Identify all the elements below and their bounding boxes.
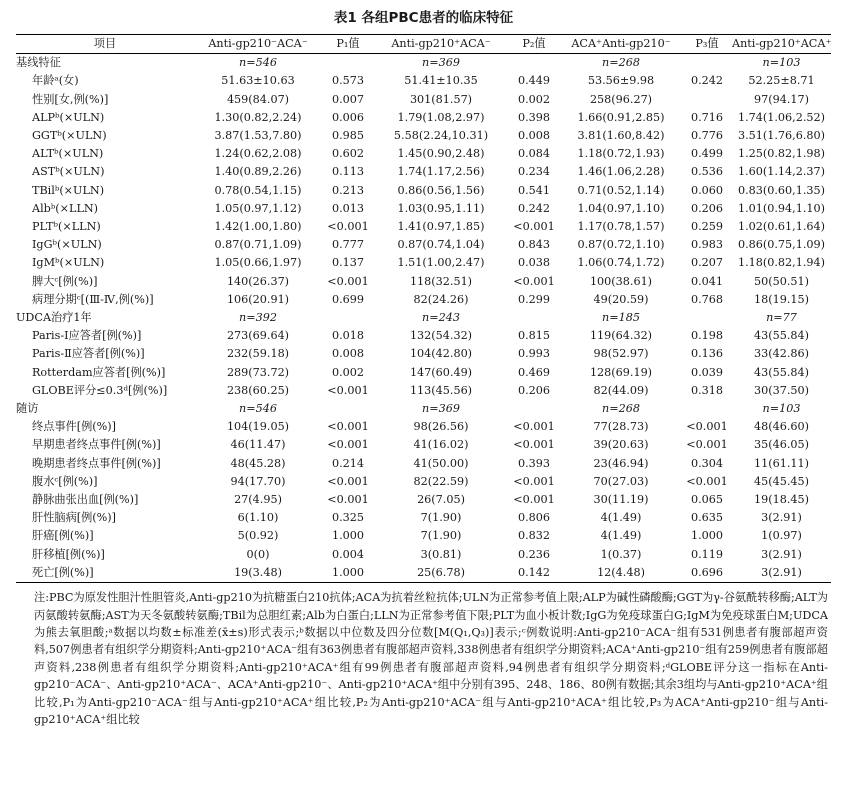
row-label: 病理分期ᶜ[(Ⅲ-Ⅳ,例(%)] (32, 292, 154, 306)
p-value-cell: 0.136 (690, 347, 724, 361)
table-row (16, 436, 831, 454)
value-cell: 77(28.73) (593, 420, 649, 434)
value-cell: 1.46(1.06,2.28) (577, 165, 665, 179)
value-cell: 82(22.59) (413, 474, 469, 488)
p-value-cell: 0.206 (517, 383, 551, 397)
value-cell: 52.25±8.71 (748, 74, 815, 88)
p-value-cell: 0.198 (690, 329, 724, 343)
empty-cell (322, 54, 374, 73)
value-cell: 140(26.37) (226, 274, 290, 288)
value-cell: 1(0.97) (761, 529, 802, 543)
value-cell: 100(38.61) (589, 274, 653, 288)
row-label: ALPᵇ(×ULN) (32, 110, 105, 124)
p-value-cell: 0.060 (690, 183, 724, 197)
value-cell: 82(44.09) (593, 383, 649, 397)
value-cell: 301(81.57) (409, 92, 473, 106)
value-cell: 3(2.91) (761, 547, 802, 561)
row-label: 性别[女,例(%)] (32, 92, 109, 106)
row-label: Paris-Ⅰ应答者[例(%)] (32, 329, 142, 343)
row-label: GGTᵇ(×ULN) (32, 129, 107, 143)
p-value-cell: <0.001 (513, 474, 555, 488)
value-cell: 7(1.90) (420, 529, 462, 543)
value-cell: 19(18.45) (754, 493, 809, 507)
table-row (16, 491, 831, 509)
value-cell: 50(50.51) (754, 274, 809, 288)
value-cell: 1.02(0.61,1.64) (737, 220, 825, 234)
table-row (16, 455, 831, 473)
table-row (16, 109, 831, 127)
table-row (16, 527, 831, 545)
value-cell: 43(55.84) (754, 329, 809, 343)
value-cell: 51.63±10.63 (221, 74, 295, 88)
value-cell: 30(11.19) (593, 493, 649, 507)
value-cell: 0.86(0.75,1.09) (737, 238, 825, 252)
value-cell: 132(54.32) (409, 329, 473, 343)
value-cell: 98(52.97) (593, 347, 649, 361)
p-value-cell: 0.002 (517, 92, 551, 106)
table-row (16, 291, 831, 309)
value-cell: 35(46.05) (754, 438, 809, 452)
value-cell: 43(55.84) (754, 365, 809, 379)
p-value-cell: 0.832 (517, 529, 551, 543)
p-value-cell: <0.001 (513, 420, 555, 434)
p-value-cell: 0.983 (690, 238, 724, 252)
p-value-cell: 0.696 (682, 564, 732, 583)
value-cell: 1.45(0.90,2.48) (397, 147, 485, 161)
p-value-cell: 0.242 (690, 74, 724, 88)
footnote-text: 注:PBC为原发性胆汁性胆管炎,Anti-gp210为抗糖蛋白210抗体;ACA为抗着丝粒抗体;ULN为正常参考值上限;ALP为碱性磷酸酶;GGT为γ-谷氨酰转移酶;ALT为丙氨酸转氨酶;AST为天冬氨酸转氨酶;TBil为总胆红素;Alb为白蛋白;LLN为正常参考值下限;PLT为血小板计数;IgG为免疫球蛋白G;IgM为免疫球蛋白M;UDCA为熊去氧胆酸;ᵃ数据以均数±标准差(x̄±s)形式表示;ᵇ数据以中位数及四分位数[M(Q₁,Q₃)]表示;ᶜ例数说明:Anti-gp210⁻ACA⁻组有531例患者有腹部超声资料,507例患者有组织学分期资料;Anti-gp210⁺ACA⁻组有363例患者有腹部超声资料,338例患者有组织学分期资料;ACA⁺Anti-gp210⁻组有259例患者有腹部超声资料,238例患者有组织学分期资料;Anti-gp210⁺ACA⁺组有99例患者有腹部超声资料,94例患者有组织学分期资料;ᵈGLOBE评分这一指标在Anti-gp210⁻ACA⁻、Anti-gp210⁺ACA⁻、ACA⁺Anti-gp210⁻、Anti-gp210⁺ACA⁺组中分别有395、248、186、80例有数据;其余3组均与Anti-gp210⁺ACA⁺组比较,P₁为Anti-gp210⁻ACA⁻组与Anti-gp210⁺ACA⁺组比较,P₂为Anti-gp210⁺ACA⁻组与Anti-gp210⁺ACA⁺组比较,P₃为ACA⁺Anti-gp210⁻组与Anti-gp210⁺ACA⁺组比较 (34, 591, 828, 726)
header-group-neg-neg: Anti-gp210⁻ACA⁻ (194, 35, 322, 54)
table-row (16, 345, 831, 363)
p-value-cell: 0.993 (517, 347, 551, 361)
p-value-cell: 0.469 (517, 365, 551, 379)
value-cell: 273(69.64) (226, 329, 290, 343)
p-value-cell: 0.573 (331, 74, 365, 88)
value-cell: 238(60.25) (226, 383, 290, 397)
p-value-cell: 0.602 (331, 147, 365, 161)
value-cell: 232(59.18) (226, 347, 290, 361)
value-cell: 48(46.60) (754, 420, 809, 434)
empty-cell (682, 400, 732, 418)
p-value-cell: 0.449 (517, 74, 551, 88)
p-value-cell: 0.113 (331, 165, 365, 179)
value-cell: 106(20.91) (226, 292, 290, 306)
p-value-cell: 0.236 (517, 547, 551, 561)
value-cell: 1.06(0.74,1.72) (577, 256, 665, 270)
p-value-cell: 0.214 (331, 456, 365, 470)
value-cell: 289(73.72) (226, 365, 290, 379)
value-cell: 0.71(0.52,1.14) (577, 183, 665, 197)
section-label: UDCA治疗1年 (16, 311, 92, 325)
row-label: Albᵇ(×LLN) (32, 201, 99, 215)
value-cell: 41(50.00) (413, 456, 469, 470)
value-cell: 1.17(0.78,1.57) (577, 220, 665, 234)
p-value-cell: 0.541 (517, 183, 551, 197)
value-cell: 94(17.70) (230, 474, 286, 488)
value-cell: 7(1.90) (420, 511, 462, 525)
value-cell: 6(1.10) (237, 511, 279, 525)
value-cell: 0.83(0.60,1.35) (737, 183, 825, 197)
p-value-cell: 0.234 (517, 165, 551, 179)
table-row (16, 418, 831, 436)
row-label: 早期患者终点事件[例(%)] (32, 438, 161, 452)
p-value-cell: 0.142 (508, 564, 560, 583)
value-cell: 5(0.92) (237, 529, 279, 543)
group-sample-size: n=268 (602, 56, 640, 70)
table-row (16, 273, 831, 291)
row-label: 脾大ᶜ[例(%)] (32, 274, 98, 288)
p-value-cell: 1.000 (322, 564, 374, 583)
empty-cell (508, 54, 560, 73)
value-cell: 118(32.51) (409, 274, 473, 288)
value-cell: 18(19.15) (754, 292, 809, 306)
group-sample-size: n=243 (422, 311, 460, 325)
value-cell: 48(45.28) (230, 456, 286, 470)
value-cell: 1.66(0.91,2.85) (577, 110, 665, 124)
row-label: 终点事件[例(%)] (32, 420, 117, 434)
table-row (16, 91, 831, 109)
group-sample-size: n=185 (602, 311, 640, 325)
empty-cell (322, 309, 374, 327)
p-value-cell: 0.242 (517, 201, 551, 215)
p-value-cell: 0.776 (690, 129, 724, 143)
header-group-gp210-pos: Anti-gp210⁺ACA⁻ (374, 35, 508, 54)
value-cell: 1.18(0.72,1.93) (577, 147, 665, 161)
p-value-cell: <0.001 (686, 438, 728, 452)
table-row (16, 145, 831, 163)
p-value-cell: 0.768 (690, 292, 724, 306)
table-body (16, 54, 831, 583)
empty-cell (682, 54, 732, 73)
value-cell: 1.42(1.00,1.80) (214, 220, 302, 234)
value-cell: 1.79(1.08,2.97) (397, 110, 485, 124)
p-value-cell: <0.001 (327, 438, 369, 452)
p-value-cell: <0.001 (327, 383, 369, 397)
p-value-cell: 0.318 (690, 383, 724, 397)
p-value-cell: 0.985 (331, 129, 365, 143)
table-row (16, 473, 831, 491)
row-label: Rotterdam应答者[例(%)] (32, 365, 166, 379)
empty-cell (508, 400, 560, 418)
p-value-cell: 0.325 (331, 511, 365, 525)
value-cell: 23(46.94) (593, 456, 649, 470)
p-value-cell: <0.001 (686, 474, 728, 488)
value-cell: 45(45.45) (754, 474, 809, 488)
p-value-cell: 0.815 (517, 329, 551, 343)
value-cell: 46(11.47) (230, 438, 286, 452)
value-cell: 1.25(0.82,1.98) (737, 147, 825, 161)
value-cell: 0(0) (246, 547, 270, 561)
group-sample-size: n=369 (422, 56, 460, 70)
value-cell: 98(26.56) (413, 420, 469, 434)
value-cell: 113(45.56) (409, 383, 473, 397)
row-label: ASTᵇ(×ULN) (32, 165, 105, 179)
value-cell: 3(0.81) (420, 547, 462, 561)
value-cell: 51.41±10.35 (404, 74, 478, 88)
p-value-cell: 0.039 (690, 365, 724, 379)
row-label: 肝移植[例(%)] (32, 547, 105, 561)
p-value-cell: <0.001 (327, 493, 369, 507)
value-cell: 258(96.27) (589, 92, 653, 106)
p-value-cell: 0.304 (690, 456, 724, 470)
value-cell: 0.78(0.54,1.15) (214, 183, 302, 197)
value-cell: 3(2.91) (732, 564, 831, 583)
value-cell: 82(24.26) (413, 292, 469, 306)
table-row (16, 236, 831, 254)
value-cell: 104(19.05) (226, 420, 290, 434)
table-row (16, 564, 831, 583)
p-value-cell: 0.004 (331, 547, 365, 561)
value-cell: 104(42.80) (409, 347, 473, 361)
row-label: 肝癌[例(%)] (32, 529, 94, 543)
value-cell: 30(37.50) (754, 383, 809, 397)
row-label: 静脉曲张出血[例(%)] (32, 493, 139, 507)
value-cell: 70(27.03) (593, 474, 649, 488)
table-row (16, 182, 831, 200)
value-cell: 1.41(0.97,1.85) (397, 220, 485, 234)
p-value-cell: 0.393 (517, 456, 551, 470)
value-cell: 0.86(0.56,1.56) (397, 183, 485, 197)
header-group-pos-pos: Anti-gp210⁺ACA⁺ (732, 35, 831, 54)
row-label: 腹水ᶜ[例(%)] (32, 474, 98, 488)
value-cell: 1.51(1.00,2.47) (397, 256, 485, 270)
p-value-cell: 0.699 (331, 292, 365, 306)
value-cell: 41(16.02) (413, 438, 469, 452)
value-cell: 0.87(0.74,1.04) (397, 238, 485, 252)
p-value-cell: 0.207 (690, 256, 724, 270)
value-cell: 1.03(0.95,1.11) (397, 201, 485, 215)
value-cell: 1.74(1.06,2.52) (737, 110, 825, 124)
value-cell: 1.40(0.89,2.26) (214, 165, 302, 179)
group-sample-size: n=392 (239, 311, 277, 325)
value-cell: 27(4.95) (234, 493, 282, 507)
group-sample-size: n=103 (762, 56, 801, 70)
value-cell: 1.05(0.66,1.97) (214, 256, 302, 270)
value-cell: 128(69.19) (589, 365, 653, 379)
clinical-characteristics-table (16, 34, 831, 583)
empty-cell (508, 309, 560, 327)
p-value-cell: <0.001 (513, 274, 555, 288)
group-sample-size: n=103 (762, 402, 801, 416)
row-label: GLOBE评分≤0.3ᵈ[例(%)] (32, 383, 168, 397)
p-value-cell: 0.006 (331, 110, 365, 124)
table-row (16, 254, 831, 272)
p-value-cell: 0.137 (331, 256, 365, 270)
p-value-cell: 0.084 (517, 147, 551, 161)
value-cell: 53.56±9.98 (587, 74, 655, 88)
p-value-cell: 0.843 (517, 238, 551, 252)
p-value-cell: 0.499 (690, 147, 724, 161)
value-cell: 1.05(0.97,1.12) (214, 201, 302, 215)
table-row (16, 364, 831, 382)
p-value-cell: 0.007 (331, 92, 365, 106)
p-value-cell: 0.635 (690, 511, 724, 525)
p-value-cell: 0.013 (331, 201, 365, 215)
table-footnotes (16, 589, 828, 728)
p-value-cell: <0.001 (686, 420, 728, 434)
p-value-cell (682, 91, 732, 109)
group-sample-size: n=546 (239, 56, 277, 70)
value-cell: 4(1.49) (600, 511, 642, 525)
value-cell: 1.24(0.62,2.08) (214, 147, 302, 161)
value-cell: 147(60.49) (409, 365, 473, 379)
section-row (16, 54, 831, 73)
header-group-aca-pos: ACA⁺Anti-gp210⁻ (560, 35, 682, 54)
table-row (16, 163, 831, 181)
table-row (16, 509, 831, 527)
value-cell: 119(64.32) (589, 329, 653, 343)
value-cell: 1.04(0.97,1.10) (577, 201, 665, 215)
header-p3: P₃值 (682, 35, 732, 54)
row-label: 肝性脑病[例(%)] (32, 511, 117, 525)
table-row (16, 546, 831, 564)
p-value-cell: 0.008 (331, 347, 365, 361)
p-value-cell: 0.806 (517, 511, 551, 525)
p-value-cell: 0.065 (690, 493, 724, 507)
row-label: 死亡[例(%)] (16, 564, 194, 583)
row-label: ALTᵇ(×ULN) (32, 147, 104, 161)
header-item: 项目 (16, 35, 194, 54)
value-cell: 49(20.59) (593, 292, 649, 306)
p-value-cell: 0.002 (331, 365, 365, 379)
header-p1: P₁值 (322, 35, 374, 54)
empty-cell (322, 400, 374, 418)
p-value-cell: <0.001 (513, 493, 555, 507)
p-value-cell: <0.001 (327, 474, 369, 488)
p-value-cell: 0.038 (517, 256, 551, 270)
table-row (16, 72, 831, 90)
section-label: 基线特征 (16, 56, 61, 70)
value-cell: 97(94.17) (754, 92, 809, 106)
section-row (16, 309, 831, 327)
group-sample-size: n=546 (239, 402, 277, 416)
p-value-cell: 0.041 (690, 274, 724, 288)
table-row (16, 127, 831, 145)
value-cell: 39(20.63) (593, 438, 649, 452)
p-value-cell: <0.001 (327, 220, 369, 234)
table-row (16, 218, 831, 236)
header-p2: P₂值 (508, 35, 560, 54)
p-value-cell: 0.259 (690, 220, 724, 234)
row-label: IgMᵇ(×ULN) (32, 256, 105, 270)
p-value-cell: 0.213 (331, 183, 365, 197)
table-row (16, 200, 831, 218)
value-cell: 0.87(0.72,1.10) (577, 238, 665, 252)
value-cell: 1.01(0.94,1.10) (737, 201, 825, 215)
p-value-cell: 0.777 (331, 238, 365, 252)
value-cell: 25(6.78) (374, 564, 508, 583)
value-cell: 459(84.07) (226, 92, 290, 106)
row-label: 晚期患者终点事件[例(%)] (32, 456, 161, 470)
p-value-cell: 0.716 (690, 110, 724, 124)
group-sample-size: n=268 (602, 402, 640, 416)
value-cell: 3.51(1.76,6.80) (737, 129, 825, 143)
p-value-cell: <0.001 (327, 274, 369, 288)
p-value-cell: 1.000 (690, 529, 724, 543)
p-value-cell: 0.018 (331, 329, 365, 343)
table-row (16, 382, 831, 400)
value-cell: 19(3.48) (194, 564, 322, 583)
value-cell: 12(4.48) (560, 564, 682, 583)
p-value-cell: <0.001 (327, 420, 369, 434)
value-cell: 1.18(0.82,1.94) (737, 256, 825, 270)
row-label: Paris-Ⅱ应答者[例(%)] (32, 347, 145, 361)
section-row (16, 400, 831, 418)
row-label: IgGᵇ(×ULN) (32, 238, 102, 252)
value-cell: 1(0.37) (600, 547, 642, 561)
p-value-cell: 1.000 (331, 529, 365, 543)
value-cell: 11(61.11) (754, 456, 809, 470)
p-value-cell: 0.536 (690, 165, 724, 179)
value-cell: 33(42.86) (754, 347, 809, 361)
value-cell: 1.60(1.14,2.37) (737, 165, 825, 179)
table-row (16, 327, 831, 345)
p-value-cell: 0.206 (690, 201, 724, 215)
section-label: 随访 (16, 402, 39, 416)
value-cell: 5.58(2.24,10.31) (393, 129, 489, 143)
p-value-cell: 0.008 (517, 129, 551, 143)
value-cell: 3.81(1.60,8.42) (577, 129, 665, 143)
value-cell: 0.87(0.71,1.09) (214, 238, 302, 252)
group-sample-size: n=77 (766, 311, 797, 325)
p-value-cell: 0.299 (517, 292, 551, 306)
value-cell: 4(1.49) (600, 529, 642, 543)
value-cell: 1.74(1.17,2.56) (397, 165, 485, 179)
row-label: TBilᵇ(×ULN) (32, 183, 105, 197)
row-label: 年龄ᵃ(女) (32, 74, 79, 88)
row-label: PLTᵇ(×LLN) (32, 220, 101, 234)
value-cell: 3.87(1.53,7.80) (214, 129, 302, 143)
value-cell: 1.30(0.82,2.24) (214, 110, 302, 124)
p-value-cell: <0.001 (513, 220, 555, 234)
empty-cell (682, 309, 732, 327)
group-sample-size: n=369 (422, 402, 460, 416)
table-title: 表1 各组PBC患者的临床特征 (333, 10, 514, 26)
p-value-cell: <0.001 (513, 438, 555, 452)
p-value-cell: 0.119 (690, 547, 724, 561)
p-value-cell: 0.398 (517, 110, 551, 124)
value-cell: 3(2.91) (761, 511, 802, 525)
table-header-row (16, 35, 831, 54)
value-cell: 26(7.05) (417, 493, 465, 507)
